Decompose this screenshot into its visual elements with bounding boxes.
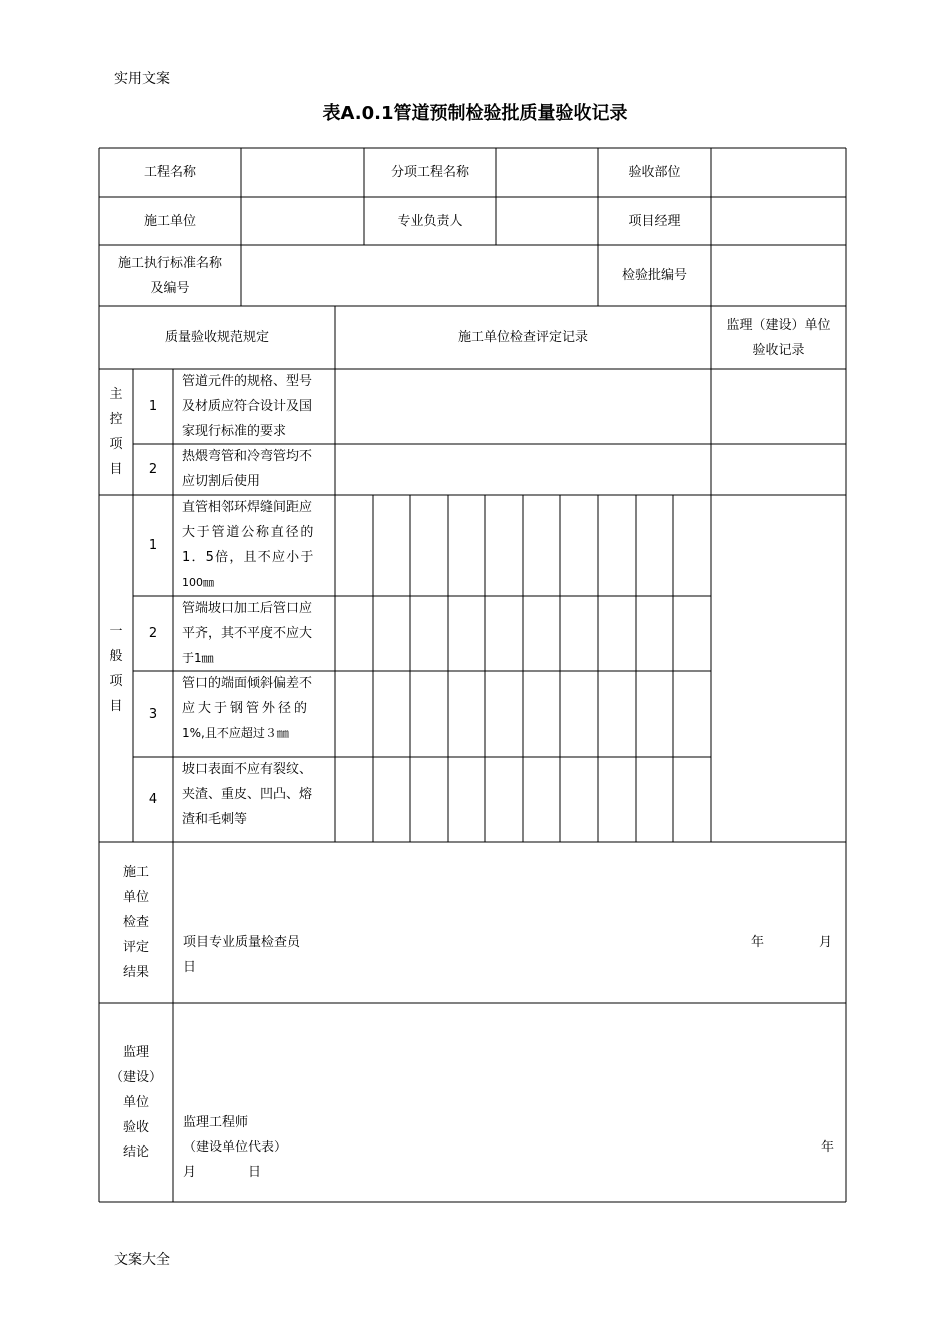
owner-representative-label: （建设单位代表）	[183, 1140, 288, 1155]
item-line: 管端坡口加工后管口应	[182, 601, 313, 616]
label-char: 监理	[122, 1045, 149, 1060]
label-char: 验收	[122, 1120, 149, 1135]
item-line: 及材质应符合设计及国	[182, 399, 313, 414]
general-item-text	[173, 596, 335, 671]
item-line: 于1㎜	[182, 651, 214, 665]
project-name-label: 工程名称	[143, 165, 196, 180]
main-items-group-label	[99, 369, 133, 495]
batch-no-label: 检验批编号	[621, 268, 687, 283]
label-char: （建设）	[109, 1070, 162, 1085]
construction-result-label	[99, 842, 173, 1003]
supervision-conclusion-label	[99, 1003, 173, 1202]
construction-unit-value[interactable]	[241, 197, 364, 245]
group-char: 主	[109, 387, 123, 402]
item-line: 管口的端面倾斜偏差不	[182, 676, 313, 691]
item-line: 应切割后使用	[182, 474, 261, 489]
general-item-no: 1	[148, 538, 158, 553]
label-char: 结论	[122, 1145, 149, 1160]
item-line: 渣和毛刺等	[182, 812, 248, 827]
general-item-text	[173, 757, 335, 842]
item-line: 坡口表面不应有裂纹、	[182, 762, 313, 777]
label-char: 施工	[122, 865, 149, 880]
quality-inspector-label: 项目专业质量检查员	[183, 935, 301, 950]
construction-unit-label: 施工单位	[143, 213, 196, 229]
specialist-label: 专业负责人	[397, 213, 463, 229]
item-line: 100㎜	[182, 576, 214, 589]
label-char: 单位	[122, 890, 149, 905]
supervision-record-header-line2: 验收记录	[752, 342, 805, 358]
label-char: 评定	[122, 940, 149, 955]
project-manager-label: 项目经理	[628, 213, 681, 229]
specialist-value[interactable]	[496, 197, 598, 245]
batch-no-value[interactable]	[711, 245, 846, 306]
supervision-day-label: 日	[248, 1165, 262, 1180]
item-line: 直管相邻环焊缝间距应	[182, 500, 313, 515]
page-footer: 文案大全	[114, 1252, 170, 1268]
main-item-no: 1	[148, 399, 158, 414]
label-char: 单位	[122, 1095, 149, 1110]
project-name-value[interactable]	[241, 148, 364, 197]
general-item-text	[173, 671, 335, 757]
supervision-year-label: 年	[821, 1140, 835, 1155]
group-char: 项	[109, 437, 123, 452]
item-line: 大于管道公称直径的	[182, 525, 316, 540]
item-line: 应大于钢管外径的	[182, 701, 311, 716]
construction-year-label: 年	[751, 935, 765, 950]
group-char: 目	[109, 462, 123, 477]
general-item-no: 3	[148, 706, 158, 722]
acceptance-part-value[interactable]	[711, 148, 846, 197]
acceptance-part-label: 验收部位	[628, 165, 681, 180]
standard-label	[99, 245, 241, 306]
label-char: 结果	[122, 965, 149, 980]
general-item-no: 2	[148, 626, 158, 641]
group-char: 项	[109, 673, 123, 689]
item-line: 家现行标准的要求	[182, 424, 287, 439]
general-item-text	[173, 495, 335, 596]
sub-project-label: 分项工程名称	[390, 165, 469, 180]
group-char: 目	[109, 698, 123, 714]
standard-value[interactable]	[241, 245, 598, 306]
main-item-text	[173, 444, 335, 495]
standard-label-line1: 施工执行标准名称	[117, 255, 222, 271]
supervision-month-label: 月	[183, 1165, 197, 1180]
item-line: 热煨弯管和冷弯管均不	[182, 449, 313, 464]
item-line: 夹渣、重皮、凹凸、熔	[182, 787, 313, 802]
item-line: 管道元件的规格、型号	[182, 374, 313, 389]
general-items-group-label	[99, 495, 133, 842]
page-header: 实用文案	[114, 71, 170, 87]
supervising-engineer-label: 监理工程师	[183, 1115, 249, 1130]
page-title: 表A.0.1管道预制检验批质量验收记录	[322, 103, 628, 124]
supervision-record-header-line1: 监理（建设）单位	[726, 317, 831, 333]
general-item-no: 4	[148, 792, 158, 807]
item-line: 1%,且不应超过３㎜	[182, 726, 289, 740]
construction-day-label: 日	[183, 960, 197, 975]
supervision-record-header	[711, 306, 846, 369]
main-item-no: 2	[148, 462, 158, 477]
construction-record-header: 施工单位检查评定记录	[457, 330, 588, 345]
label-char: 检查	[122, 915, 149, 930]
main-item-text	[173, 369, 335, 444]
item-line: 1．5倍，且不应小于	[182, 550, 315, 565]
group-char: 控	[109, 412, 123, 427]
group-char: 一	[109, 623, 123, 639]
sub-project-value[interactable]	[496, 148, 598, 197]
project-manager-value[interactable]	[711, 197, 846, 245]
spec-column-header: 质量验收规范规定	[164, 330, 269, 345]
construction-month-label: 月	[819, 935, 833, 950]
item-line: 平齐，其不平度不应大	[182, 626, 313, 641]
group-char: 般	[109, 648, 123, 664]
standard-label-line2: 及编号	[150, 280, 190, 296]
